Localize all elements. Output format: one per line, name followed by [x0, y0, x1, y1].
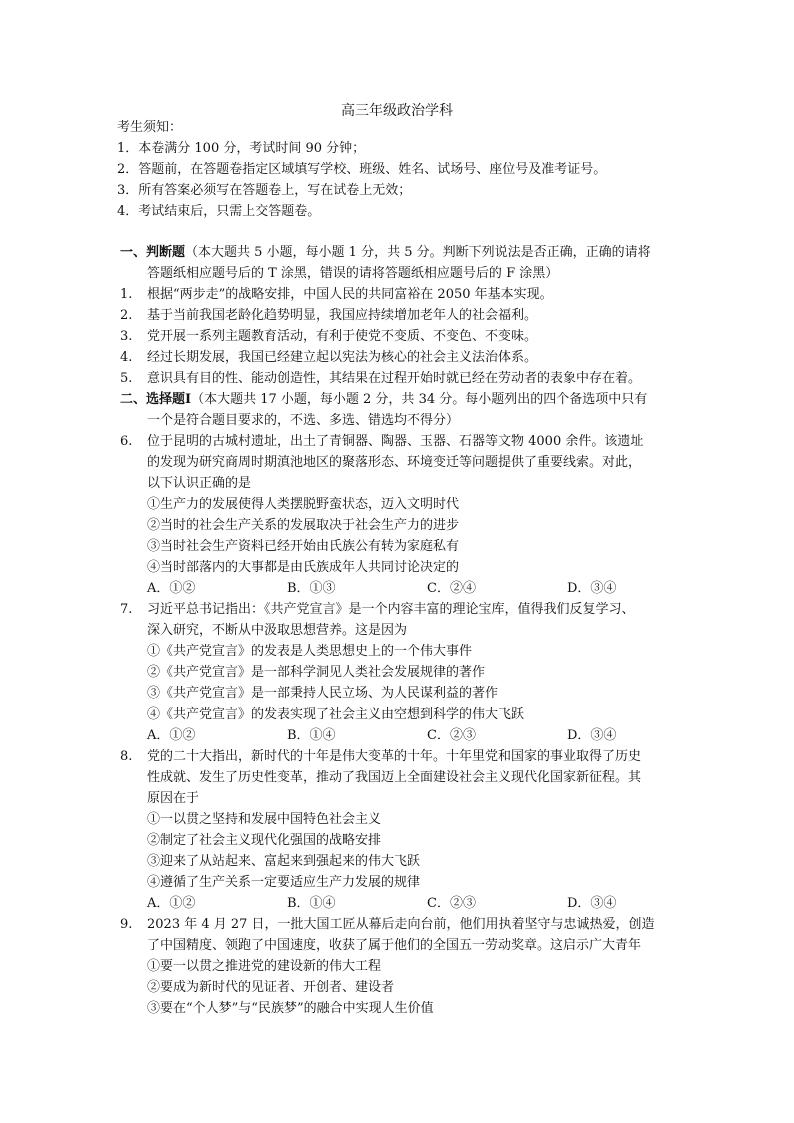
- question-number: 3.: [120, 329, 133, 344]
- section2-desc: （本大题共 17 小题，每小题 2 分，共 34 分。每小题列出的四个备选项中只有: [191, 392, 648, 407]
- statement: ③《共产党宣言》是一部秉持人民立场、为人民谋利益的著作: [147, 686, 499, 701]
- statement: ③要在“个人梦”与“民族梦”的融合中实现人生价值: [147, 1001, 434, 1016]
- notice-item: 2．答题前，在答题卷指定区域填写学校、班级、姓名、试场号、座位号及准考证号。: [117, 162, 607, 177]
- question-number: 5.: [120, 371, 133, 386]
- option-c: C．②③: [427, 728, 476, 743]
- option-d: D．③④: [567, 581, 617, 596]
- statement: ①要一以贯之推进党的建设新的伟大工程: [147, 959, 382, 974]
- option-c: C．②③: [427, 896, 476, 911]
- question-text: 党开展一系列主题教育活动，有利于使党不变质、不变色、不变味。: [147, 329, 538, 344]
- option-b: B．①④: [287, 728, 336, 743]
- question-text: 基于当前我国老龄化趋势明显，我国应持续增加老年人的社会福利。: [147, 308, 538, 323]
- section1-desc: （本大题共 5 小题，每小题 1 分，共 5 分。判断下列说法是否正确，正确的请将: [185, 245, 651, 260]
- question-number: 1.: [120, 287, 133, 302]
- question-text: 了中国精度、领跑了中国速度，收获了属于他们的全国五一劳动奖章。这启示广大青年: [147, 938, 642, 953]
- question-text: 性成就、发生了历史性变革，推动了我国迈上全面建设社会主义现代化国家新征程。其: [147, 770, 642, 785]
- notice-item: 3．所有答案必须写在答题卷上，写在试卷上无效；: [117, 183, 412, 198]
- section1-heading: [120, 243, 651, 263]
- notice-item: 1．本卷满分 100 分，考试时间 90 分钟；: [117, 141, 366, 156]
- section1-label: 一、判断题: [120, 245, 186, 260]
- option-c: C．②④: [427, 581, 476, 596]
- question-text: 意识具有目的性、能动创造性，其结果在过程开始时就已经在劳动者的表象中存在着。: [147, 371, 642, 386]
- section2-heading: [120, 390, 647, 410]
- statement: ③迎来了从站起来、富起来到强起来的伟大飞跃: [147, 854, 421, 869]
- question-text: 深入研究，不断从中汲取思想营养。这是因为: [147, 623, 408, 638]
- question-text: 原因在于: [147, 791, 200, 806]
- statement: ②制定了社会主义现代化强国的战略安排: [147, 833, 382, 848]
- question-number: 4.: [120, 350, 133, 365]
- option-b: B．①④: [287, 896, 336, 911]
- statement: ③当时社会生产资料已经开始由氏族公有转为家庭私有: [147, 539, 460, 554]
- section1-desc-cont: 答题纸相应题号后的 T 涂黑，错误的请将答题纸相应题号后的 F 涂黑）: [147, 266, 559, 281]
- question-text: 根据“两步走”的战略安排，中国人民的共同富裕在 2050 年基本实现。: [147, 287, 553, 302]
- statement: ④当时部落内的大事都是由氏族成年人共同讨论决定的: [147, 560, 460, 575]
- question-number: 7.: [120, 602, 133, 617]
- option-a: A．①②: [147, 581, 196, 596]
- question-number: 9.: [120, 917, 133, 932]
- question-text: 的发现为研究商周时期滇池地区的聚落形态、环境变迁等问题提供了重要线索。对此，: [147, 455, 642, 470]
- question-number: 8.: [120, 749, 133, 764]
- statement: ①一以贯之坚持和发展中国特色社会主义: [147, 812, 382, 827]
- statement: ②当时的社会生产关系的发展取决于社会生产力的进步: [147, 518, 460, 533]
- statement: ④遵循了生产关系一定要适应生产力发展的规律: [147, 875, 421, 890]
- question-text: 经过长期发展，我国已经建立起以宪法为核心的社会主义法治体系。: [147, 350, 538, 365]
- option-a: A．①②: [147, 728, 196, 743]
- option-d: D．③④: [567, 896, 617, 911]
- option-a: A．①②: [147, 896, 196, 911]
- question-text: 习近平总书记指出：《共产党宣言》是一个内容丰富的理论宝库，值得我们反复学习、: [147, 602, 635, 617]
- option-d: D．③④: [567, 728, 617, 743]
- notice-heading: 考生须知：: [117, 120, 183, 135]
- page-title: 高三年级政治学科: [341, 103, 453, 119]
- question-text: 位于昆明的古城村遗址，出土了青铜器、陶器、玉器、石器等文物 4000 余件。该遗址: [147, 434, 644, 449]
- statement: ①生产力的发展使得人类摆脱野蛮状态，迈入文明时代: [147, 497, 460, 512]
- statement: ①《共产党宣言》的发表是人类思想史上的一个伟大事件: [147, 644, 473, 659]
- option-b: B．①③: [287, 581, 336, 596]
- statement: ②《共产党宣言》是一部科学洞见人类社会发展规律的著作: [147, 665, 486, 680]
- question-text: 以下认识正确的是: [147, 476, 252, 491]
- section2-label: 二、选择题Ⅰ: [120, 392, 192, 407]
- statement: ②要成为新时代的见证者、开创者、建设者: [147, 980, 395, 995]
- statement: ④《共产党宣言》的发表实现了社会主义由空想到科学的伟大飞跃: [147, 707, 525, 722]
- notice-item: 4．考试结束后，只需上交答题卷。: [117, 204, 321, 219]
- question-number: 2.: [120, 308, 133, 323]
- section2-desc-cont: 一个是符合题目要求的，不选、多选、错选均不得分）: [147, 413, 460, 428]
- question-number: 6.: [120, 434, 133, 449]
- question-text: 党的二十大指出，新时代的十年是伟大变革的十年。十年里党和国家的事业取得了历史: [147, 749, 642, 764]
- question-text: 2023 年 4 月 27 日，一批大国工匠从幕后走向台前，他们用执着坚守与忠诚热爱，创造: [147, 917, 655, 932]
